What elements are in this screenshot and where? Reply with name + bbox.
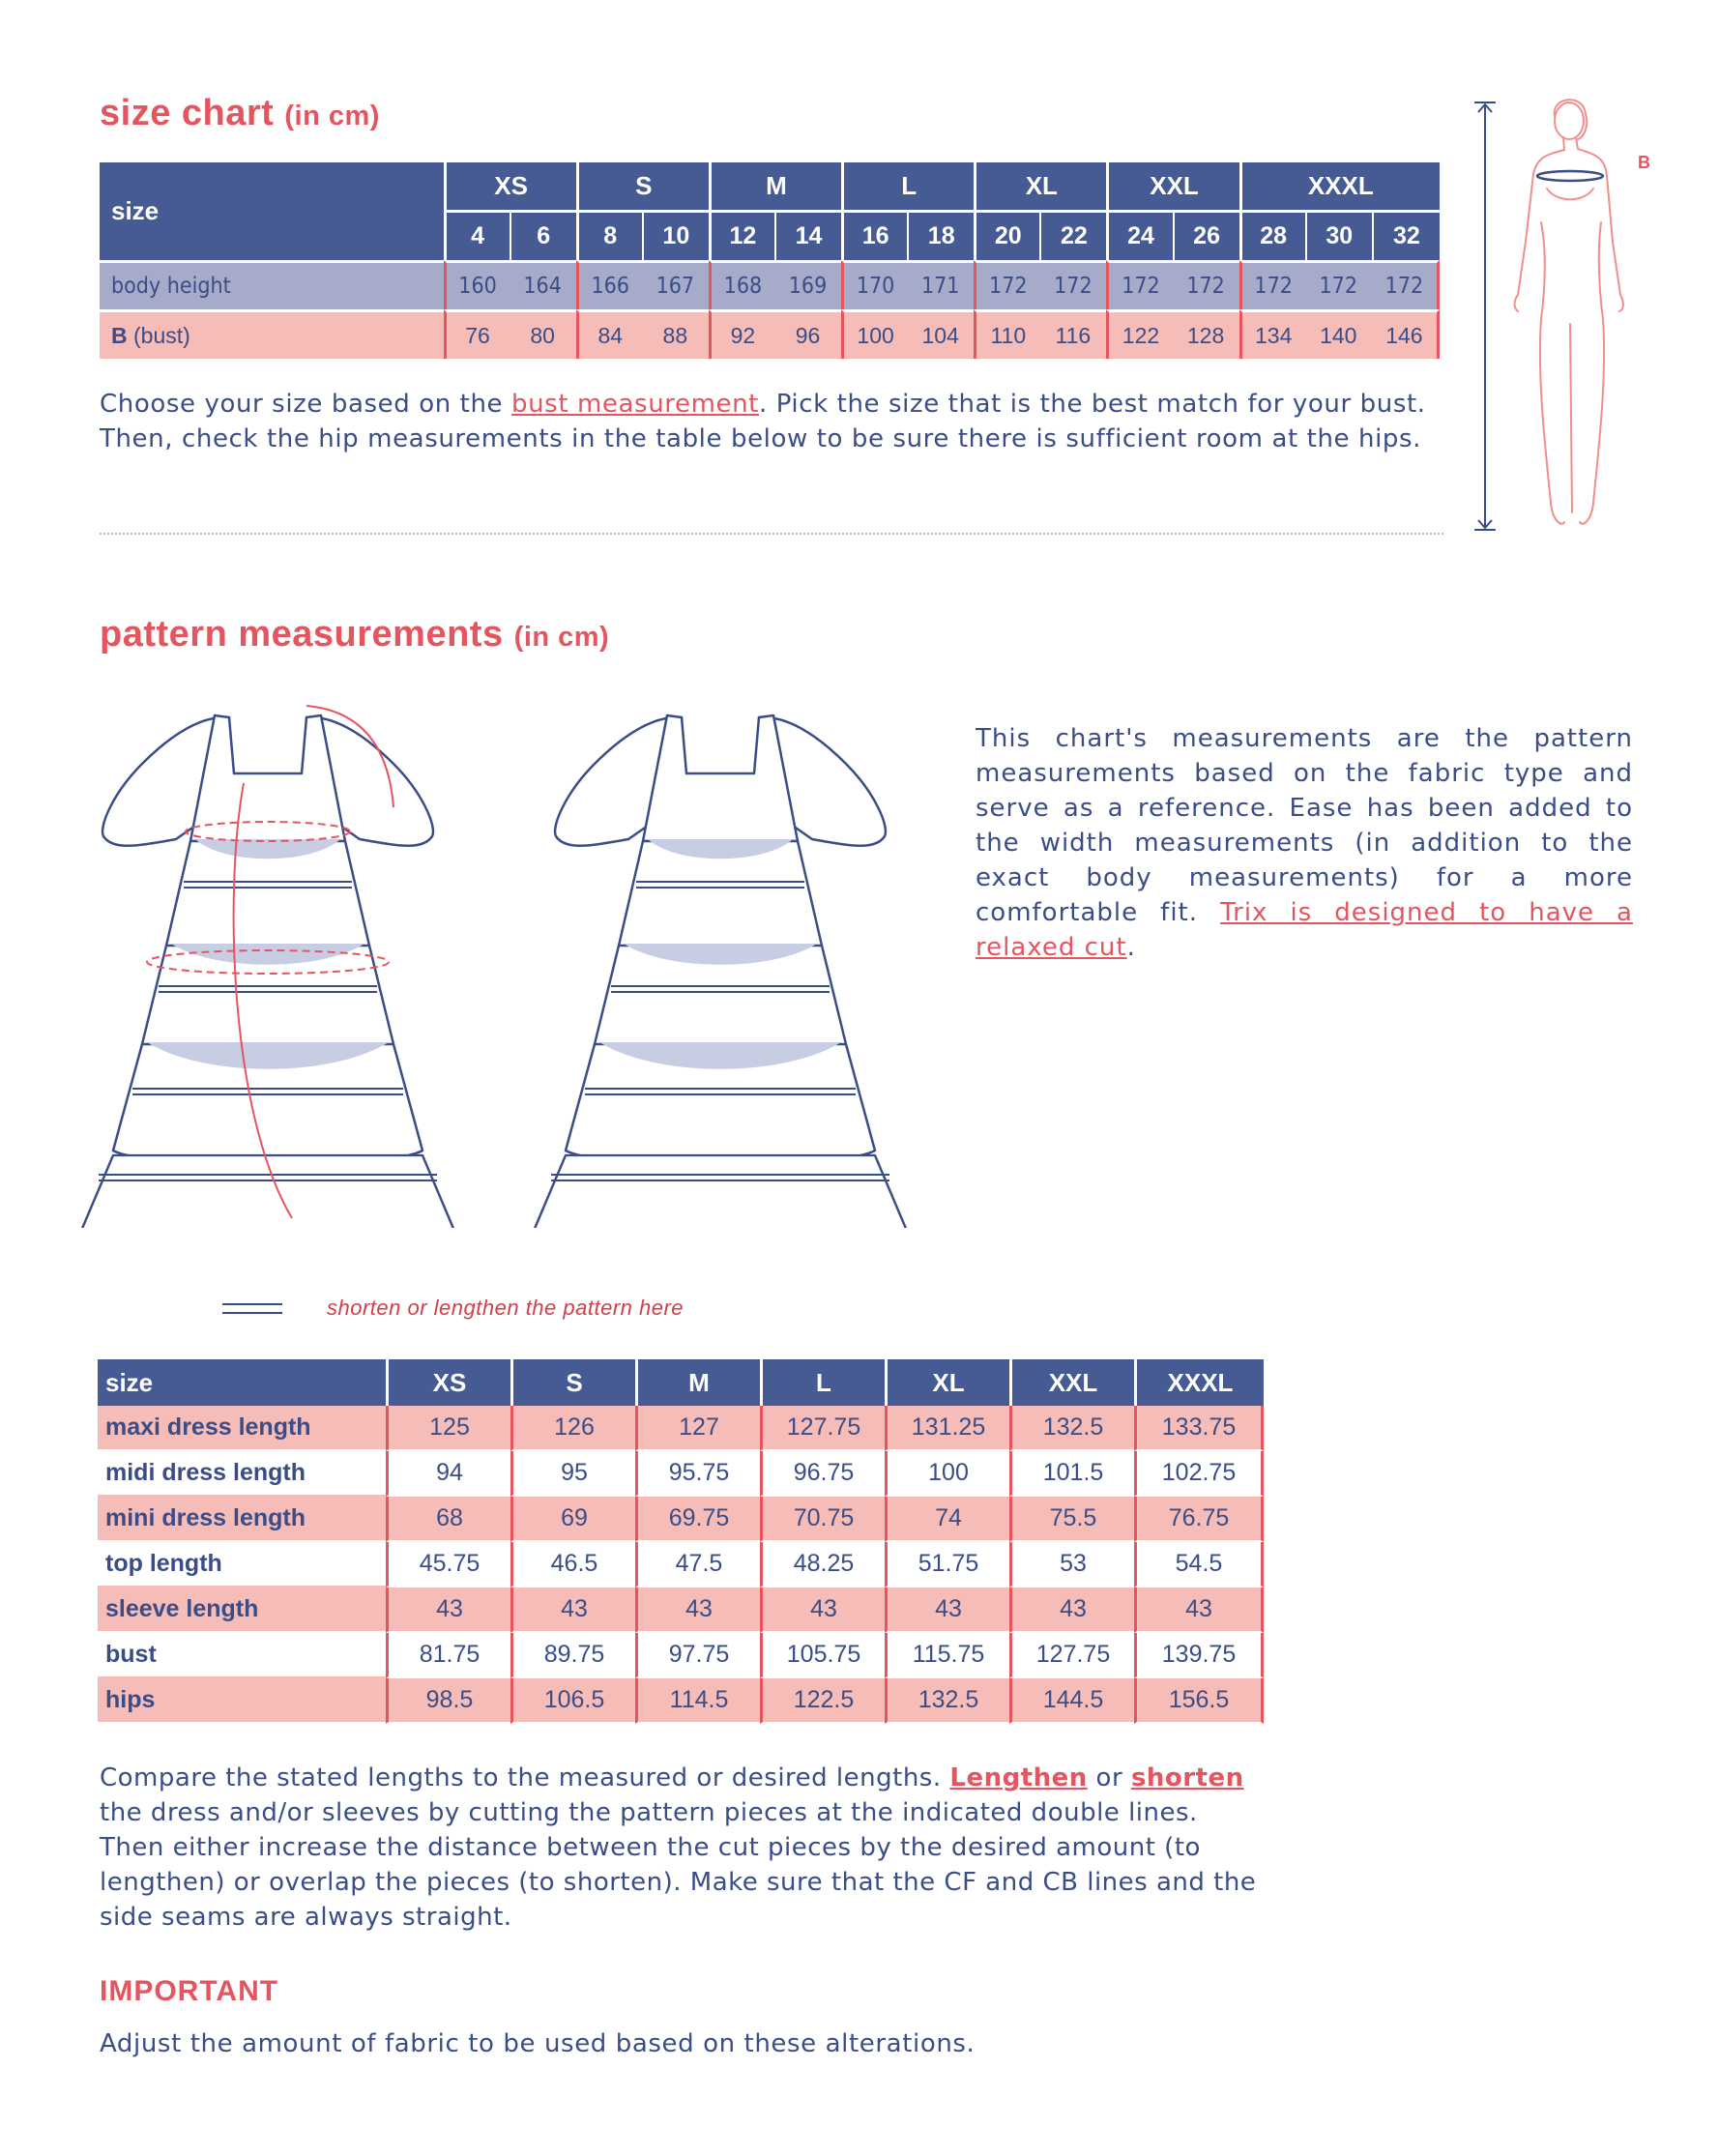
sleeve-length-row — [98, 1588, 1264, 1633]
bust-value: 96 — [774, 309, 841, 359]
body-height-label: body height — [100, 260, 444, 309]
cell: 127.75 — [760, 1406, 885, 1451]
row-label: mini dress length — [98, 1497, 386, 1542]
pattern-measurements-table — [98, 1359, 1264, 1724]
cell: 89.75 — [510, 1633, 635, 1678]
cell: 106.5 — [510, 1678, 635, 1724]
bust-value: 84 — [576, 309, 642, 359]
shorten-link[interactable]: shorten — [1130, 1763, 1244, 1792]
size-chart-title-text: size chart — [100, 93, 275, 133]
cell: 53 — [1009, 1542, 1134, 1588]
compare-pre: Compare the stated lengths to the measured or desired lengths. — [100, 1763, 950, 1792]
size-chart-note — [100, 387, 1472, 456]
cell: 100 — [885, 1451, 1009, 1497]
cell: 132.5 — [1009, 1406, 1134, 1451]
body-height-value: 172 — [1106, 260, 1172, 309]
cell: 95 — [510, 1451, 635, 1497]
bust-label-rest: (bust) — [127, 322, 190, 348]
cell: 105.75 — [760, 1633, 885, 1678]
legend-text: shorten or lengthen the pattern here — [327, 1296, 685, 1320]
cell: 51.75 — [885, 1542, 1009, 1588]
cell: 115.75 — [885, 1633, 1009, 1678]
bust-measurement-link[interactable]: bust measurement — [511, 390, 759, 419]
body-height-value: 172 — [974, 260, 1039, 309]
cell: 76.75 — [1134, 1497, 1264, 1542]
size-number: 30 — [1305, 210, 1372, 260]
cell: 95.75 — [635, 1451, 760, 1497]
pattern-header-xxxl: XXXL — [1134, 1359, 1264, 1406]
cell: 43 — [760, 1588, 885, 1633]
lengthen-link[interactable]: Lengthen — [949, 1763, 1088, 1792]
size-number: 8 — [576, 210, 642, 260]
size-number: 14 — [774, 210, 841, 260]
body-height-value: 167 — [642, 260, 709, 309]
maxi-length-row — [98, 1406, 1264, 1451]
row-label: midi dress length — [98, 1451, 386, 1497]
cell: 43 — [510, 1588, 635, 1633]
cell: 96.75 — [760, 1451, 885, 1497]
size-group-l: L — [841, 162, 974, 210]
pattern-header-l: L — [760, 1359, 885, 1406]
size-number: 20 — [974, 210, 1039, 260]
pattern-description — [976, 721, 1633, 965]
cell: 43 — [885, 1588, 1009, 1633]
cell: 144.5 — [1009, 1678, 1134, 1724]
body-height-value: 172 — [1239, 260, 1305, 309]
row-label: top length — [98, 1542, 386, 1588]
cell: 98.5 — [386, 1678, 510, 1724]
size-number: 22 — [1039, 210, 1106, 260]
body-height-value: 169 — [774, 260, 841, 309]
bust-measure-line — [1537, 171, 1603, 181]
size-note-line2: Then, check the hip measurements in the table below to be sure there is sufficient room at the hips. — [100, 424, 1422, 453]
pattern-header-xl: XL — [885, 1359, 1009, 1406]
pattern-unit: (in cm) — [513, 622, 610, 653]
body-height-row — [100, 260, 1440, 309]
compare-mid: or — [1087, 1763, 1131, 1792]
cell: 54.5 — [1134, 1542, 1264, 1588]
size-number: 6 — [510, 210, 576, 260]
dress-front-illustration — [60, 696, 485, 1228]
size-number: 16 — [841, 210, 907, 260]
pattern-header-xs: XS — [386, 1359, 510, 1406]
cell: 126 — [510, 1406, 635, 1451]
pattern-header-size: size — [98, 1359, 386, 1406]
pattern-header-s: S — [510, 1359, 635, 1406]
cell: 70.75 — [760, 1497, 885, 1542]
cell: 69 — [510, 1497, 635, 1542]
cell: 48.25 — [760, 1542, 885, 1588]
cell: 139.75 — [1134, 1633, 1264, 1678]
cell: 133.75 — [1134, 1406, 1264, 1451]
cell: 43 — [1134, 1588, 1264, 1633]
size-header-cell: size — [100, 162, 444, 260]
pattern-title-text: pattern measurements — [100, 614, 504, 655]
body-height-value: 166 — [576, 260, 642, 309]
bust-value: 146 — [1372, 309, 1440, 359]
size-number: 32 — [1372, 210, 1440, 260]
compare-post: the dress and/or sleeves by cutting the pattern pieces at the indicated double lines. Then either increase the distance between the cut pieces by the desired amount (to lengthen) or overlap the pieces (to shorten). Make sure that the CF and CB lines and the side seams are always straight. — [100, 1798, 1257, 1932]
cell: 127 — [635, 1406, 760, 1451]
cell: 81.75 — [386, 1633, 510, 1678]
cell: 131.25 — [885, 1406, 1009, 1451]
pattern-description-end: . — [1126, 933, 1136, 962]
body-figure-illustration — [1470, 97, 1663, 537]
bust-value: 88 — [642, 309, 709, 359]
alteration-instructions — [100, 1761, 1266, 1935]
size-number: 18 — [907, 210, 974, 260]
bust-label — [100, 309, 444, 359]
size-group-xs: XS — [444, 162, 576, 210]
pattern-description-text: This chart's measurements are the pattern measurements based on the fabric type and serve as a reference. Ease has been added to the width measurements (in addition to the exact body measurements) for a more comfortable fit. — [976, 724, 1633, 927]
bust-value: 122 — [1106, 309, 1172, 359]
cell: 74 — [885, 1497, 1009, 1542]
cell: 114.5 — [635, 1678, 760, 1724]
relaxed-cut-link[interactable]: Trix is designed to have a relaxed cut — [976, 898, 1633, 962]
cell: 47.5 — [635, 1542, 760, 1588]
woman-figure — [1515, 100, 1623, 524]
bust-value: 128 — [1173, 309, 1239, 359]
cell: 68 — [386, 1497, 510, 1542]
size-group-xl: XL — [974, 162, 1106, 210]
row-label: hips — [98, 1678, 386, 1724]
body-height-value: 171 — [907, 260, 974, 309]
pattern-header-row — [98, 1359, 1264, 1406]
midi-length-row — [98, 1451, 1264, 1497]
section-divider — [100, 533, 1443, 535]
bust-value: 80 — [510, 309, 576, 359]
body-height-value: 172 — [1305, 260, 1372, 309]
cell: 43 — [1009, 1588, 1134, 1633]
cell: 132.5 — [885, 1678, 1009, 1724]
cell: 43 — [635, 1588, 760, 1633]
cell: 94 — [386, 1451, 510, 1497]
cell: 102.75 — [1134, 1451, 1264, 1497]
bust-value: 134 — [1239, 309, 1305, 359]
bust-row — [100, 309, 1440, 359]
size-group-row — [100, 162, 1440, 210]
bust-value: 76 — [444, 309, 510, 359]
size-chart-table — [100, 162, 1440, 359]
row-label: sleeve length — [98, 1588, 386, 1633]
size-number: 4 — [444, 210, 510, 260]
size-number: 28 — [1239, 210, 1305, 260]
bust-value: 104 — [907, 309, 974, 359]
cell: 101.5 — [1009, 1451, 1134, 1497]
pattern-title — [100, 614, 609, 656]
body-height-value: 172 — [1039, 260, 1106, 309]
mini-length-row — [98, 1497, 1264, 1542]
size-note-pre: Choose your size based on the — [100, 390, 511, 419]
size-chart-unit: (in cm) — [284, 101, 380, 131]
size-number: 24 — [1106, 210, 1172, 260]
important-heading: IMPORTANT — [100, 1975, 279, 2007]
legend-double-line-icon — [222, 1303, 282, 1314]
bust-label-letter: B — [111, 322, 128, 348]
cell: 127.75 — [1009, 1633, 1134, 1678]
size-note-post: . Pick the size that is the best match for your bust. — [758, 390, 1426, 419]
body-height-value: 172 — [1372, 260, 1440, 309]
top-length-row — [98, 1542, 1264, 1588]
bust-value: 100 — [841, 309, 907, 359]
size-number: 12 — [709, 210, 774, 260]
cell: 69.75 — [635, 1497, 760, 1542]
body-height-value: 160 — [444, 260, 510, 309]
important-text: Adjust the amount of fabric to be used based on these alterations. — [100, 2029, 976, 2058]
size-number: 10 — [642, 210, 709, 260]
cell: 43 — [386, 1588, 510, 1633]
size-group-s: S — [576, 162, 709, 210]
body-height-value: 172 — [1173, 260, 1239, 309]
row-label: maxi dress length — [98, 1406, 386, 1451]
cell: 75.5 — [1009, 1497, 1134, 1542]
hips-row — [98, 1678, 1264, 1724]
cell: 45.75 — [386, 1542, 510, 1588]
size-group-xxxl: XXXL — [1239, 162, 1440, 210]
height-arrow — [1474, 102, 1496, 530]
pattern-header-xxl: XXL — [1009, 1359, 1134, 1406]
bust-pattern-row — [98, 1633, 1264, 1678]
body-height-value: 168 — [709, 260, 774, 309]
size-group-m: M — [709, 162, 841, 210]
cell: 122.5 — [760, 1678, 885, 1724]
size-group-xxl: XXL — [1106, 162, 1238, 210]
cell: 46.5 — [510, 1542, 635, 1588]
bust-value: 92 — [709, 309, 774, 359]
bust-value: 116 — [1039, 309, 1106, 359]
size-number: 26 — [1173, 210, 1239, 260]
body-height-value: 164 — [510, 260, 576, 309]
bust-value: 140 — [1305, 309, 1372, 359]
cell: 125 — [386, 1406, 510, 1451]
bust-marker-label: B — [1638, 153, 1650, 172]
cell: 97.75 — [635, 1633, 760, 1678]
body-height-value: 170 — [841, 260, 907, 309]
size-chart-title — [100, 93, 380, 134]
dress-back-illustration — [512, 696, 938, 1228]
cell: 156.5 — [1134, 1678, 1264, 1724]
bust-value: 110 — [974, 309, 1039, 359]
row-label: bust — [98, 1633, 386, 1678]
pattern-header-m: M — [635, 1359, 760, 1406]
